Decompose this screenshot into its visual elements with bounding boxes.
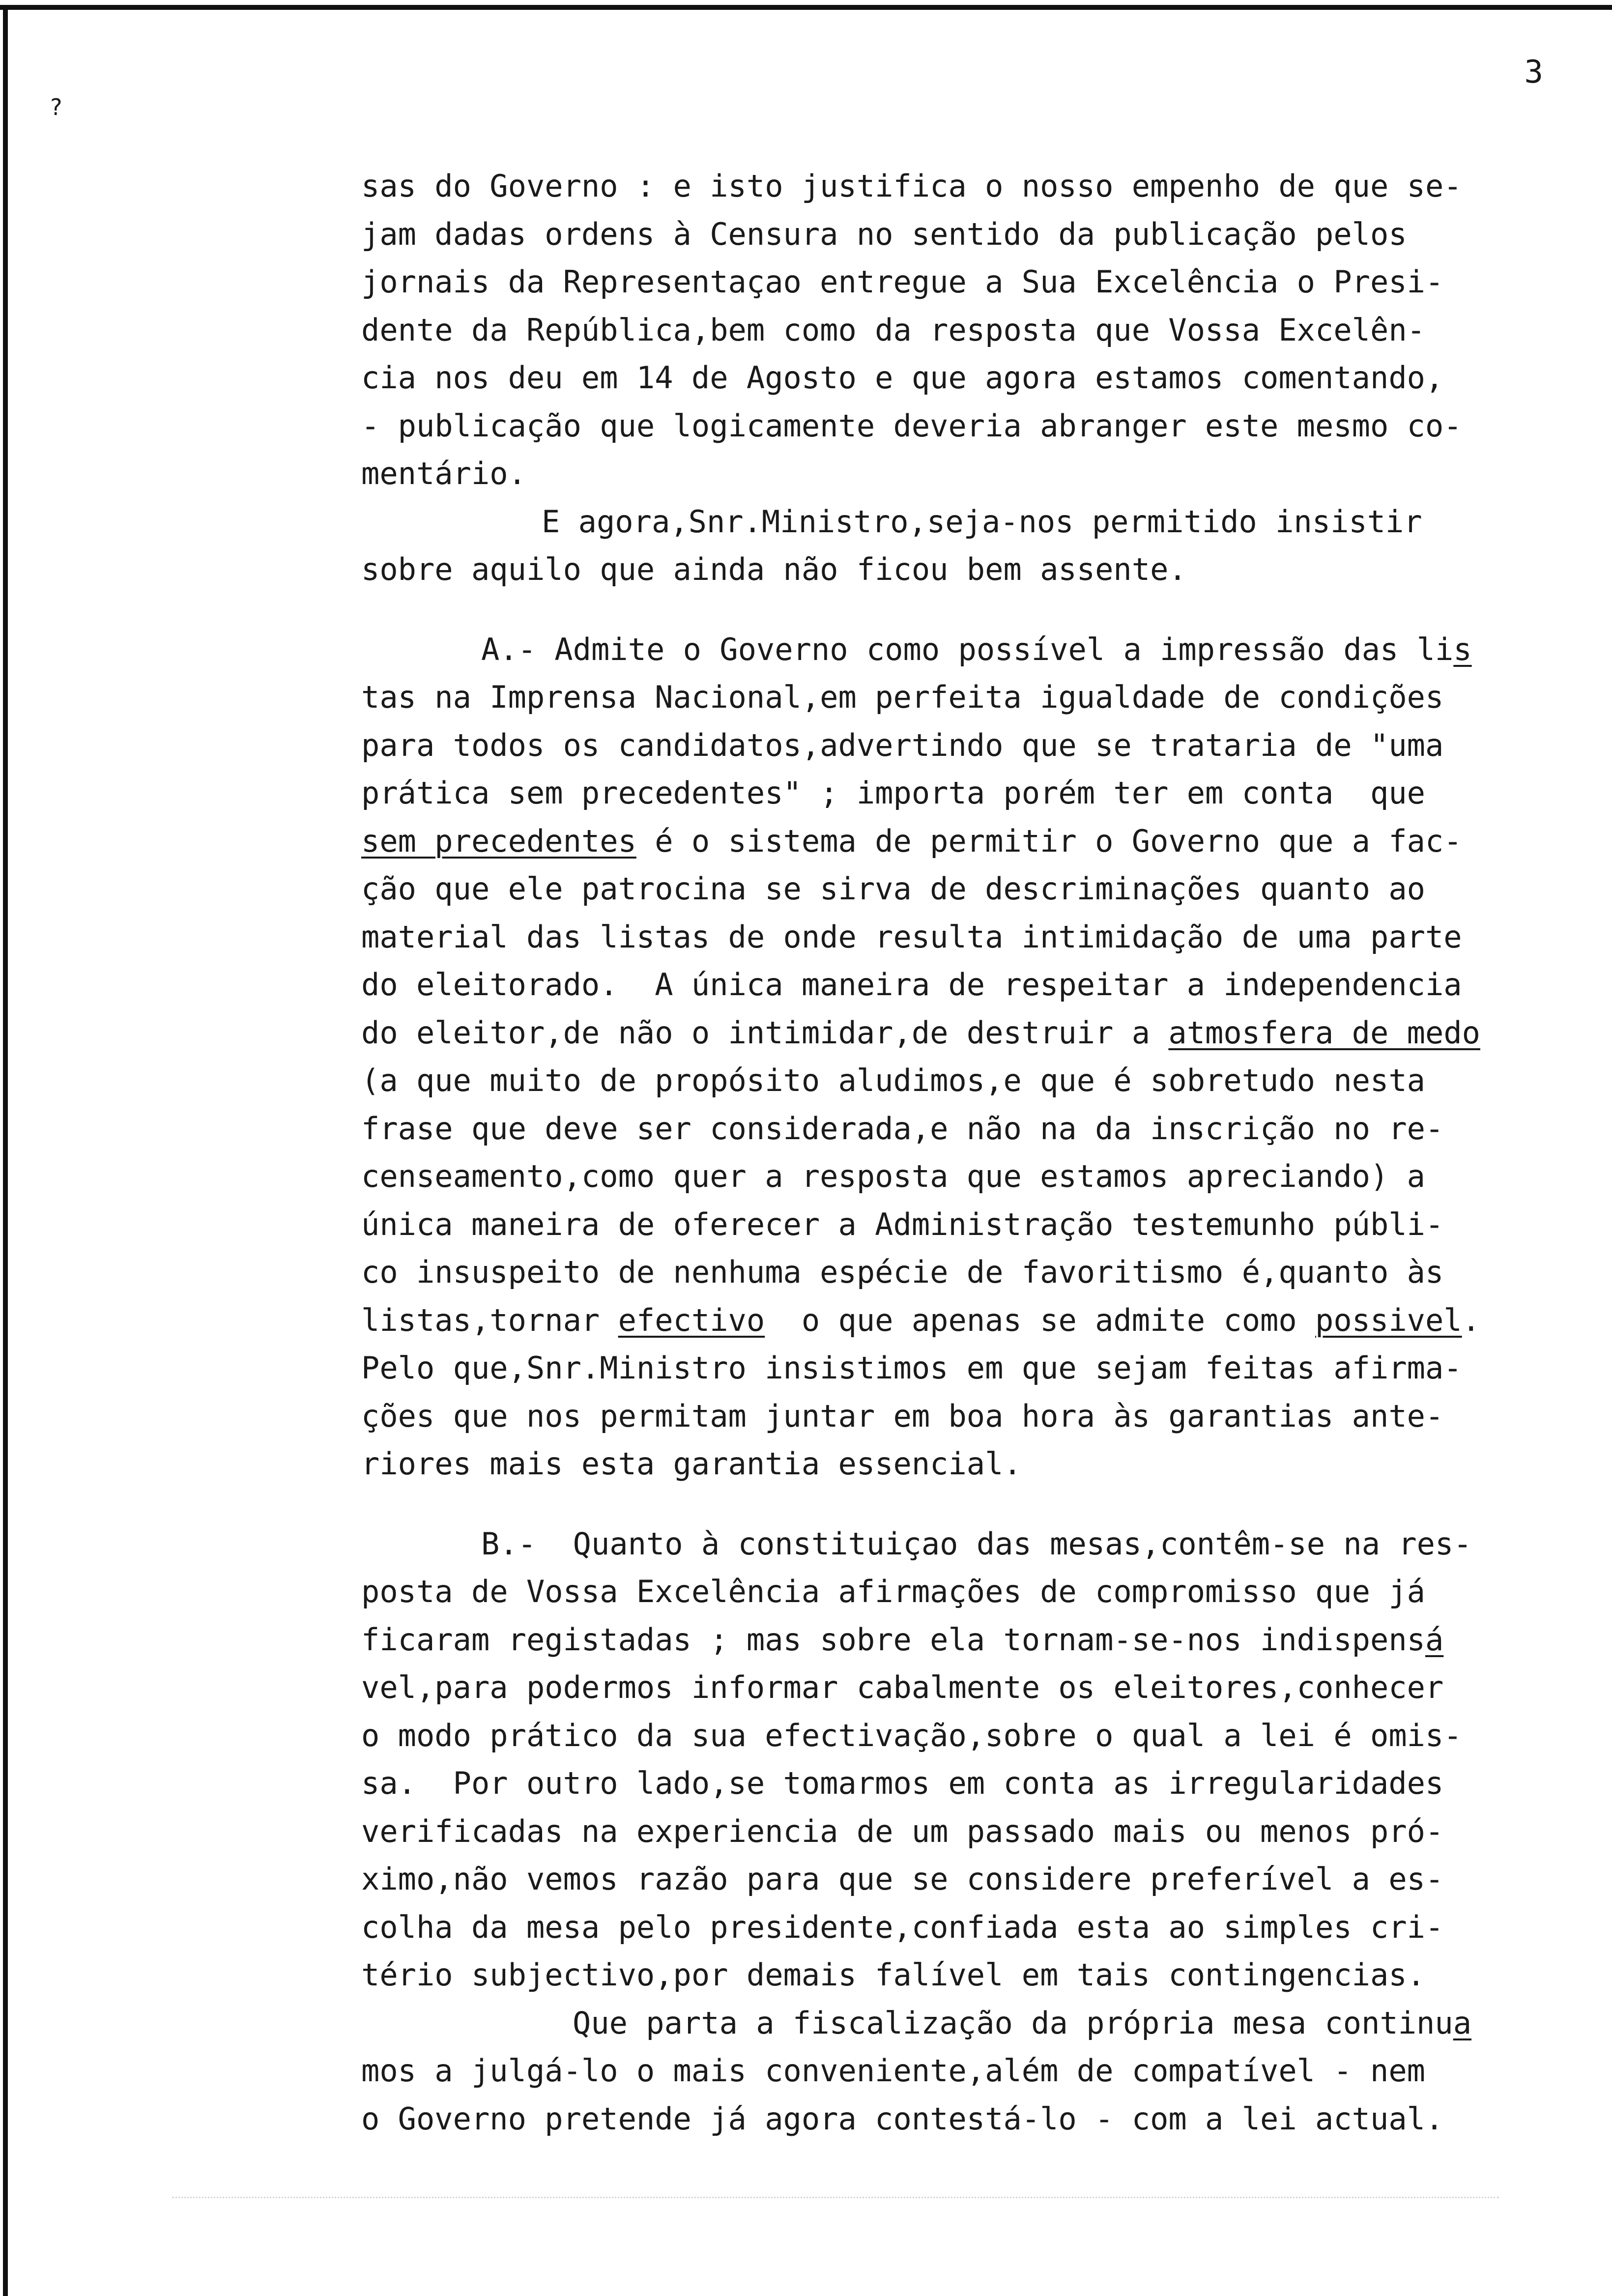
paragraph-2	[361, 498, 1570, 594]
text-run: listas,tornar	[361, 1302, 618, 1338]
text-line: mos a julgá-lo o mais conveniente,além de compatível - nem	[361, 2053, 1425, 2089]
margin-mark: ?	[49, 94, 63, 120]
text-line: B.- Quanto à constituiçao das mesas,contêm-se na res-	[481, 1525, 1472, 1562]
text-line: sobre aquilo que ainda não ficou bem assente.	[361, 551, 1187, 587]
underlined-text: a	[1453, 2005, 1472, 2041]
underlined-text: efectivo	[618, 1302, 765, 1338]
text-line: ção que ele patrocina se sirva de descriminações quanto ao	[361, 871, 1425, 907]
text-line: jornais da Representaçao entregue a Sua Excelência o Presi-	[361, 264, 1444, 300]
text-run: do eleitor,de não o intimidar,de destruir a	[361, 1014, 1169, 1051]
text-line: o modo prático da sua efectivação,sobre o qual a lei é omis-	[361, 1717, 1462, 1753]
paragraph-5	[361, 1999, 1570, 2143]
paragraph-1	[361, 162, 1570, 498]
text-line: - publicação que logicamente deveria abranger este mesmo co-	[361, 407, 1462, 444]
text-run: o que apenas se admite como	[765, 1302, 1316, 1338]
text-line: jam dadas ordens à Censura no sentido da publicação pelos	[361, 216, 1407, 252]
text-line	[361, 1009, 1570, 1057]
underlined-text: atmosfera de medo	[1168, 1014, 1480, 1051]
underlined-text: s	[1453, 631, 1472, 667]
text-line	[361, 1616, 1570, 1664]
text-line: Pelo que,Snr.Ministro insistimos em que sejam feitas afirma-	[361, 1350, 1462, 1386]
text-line	[361, 817, 1570, 865]
scan-border-left	[3, 5, 8, 2296]
text-line: posta de Vossa Excelência afirmações de compromisso que já	[361, 1574, 1425, 1609]
text-line: riores mais esta garantia essencial.	[361, 1446, 1022, 1482]
text-line: censeamento,como quer a resposta que estamos apreciando) a	[361, 1158, 1425, 1194]
text-run: A.- Admite o Governo como possível a impressão das li	[481, 631, 1454, 667]
text-line: do eleitorado. A única maneira de respeitar a independencia	[361, 967, 1462, 1003]
text-line: material das listas de onde resulta intimidação de uma parte	[361, 918, 1462, 955]
scan-border-top	[0, 5, 1612, 10]
text-run: Que parta a fiscalização da própria mesa continu	[573, 2005, 1453, 2041]
underlined-text: sem precedentes	[361, 823, 636, 859]
text-line	[361, 1999, 1570, 2047]
text-line: para todos os candidatos,advertindo que se trataria de "uma	[361, 727, 1444, 763]
text-line: (a que muito de propósito aludimos,e que é sobretudo nesta	[361, 1062, 1425, 1098]
text-line: verificadas na experiencia de um passado mais ou menos pró-	[361, 1813, 1444, 1849]
scan-artifact-dots	[172, 2197, 1499, 2200]
text-run: ficaram registadas ; mas sobre ela tornam-se-nos indispens	[361, 1621, 1425, 1658]
text-line: prática sem precedentes" ; importa porém ter em conta que	[361, 775, 1425, 811]
text-line: colha da mesa pelo presidente,confiada esta ao simples cri-	[361, 1909, 1444, 1945]
underlined-text: á	[1425, 1621, 1444, 1658]
text-line: frase que deve ser considerada,e não na da inscrição no re-	[361, 1110, 1444, 1147]
text-line: o Governo pretende já agora contestá-lo - com a lei actual.	[361, 2100, 1444, 2137]
text-line: vel,para podermos informar cabalmente os eleitores,conhecer	[361, 1669, 1444, 1705]
text-line: ções que nos permitam juntar em boa hora às garantias ante-	[361, 1398, 1444, 1434]
text-line: sa. Por outro lado,se tomarmos em conta as irregularidades	[361, 1765, 1444, 1801]
text-line: mentário.	[361, 456, 526, 491]
text-line: única maneira de oferecer a Administração testemunho públi-	[361, 1206, 1444, 1242]
text-line: E agora,Snr.Ministro,seja-nos permitido insistir	[542, 503, 1422, 540]
text-run: é o sistema de permitir o Governo que a fac-	[636, 823, 1462, 859]
text-line: co insuspeito de nenhuma espécie de favoritismo é,quanto às	[361, 1254, 1444, 1290]
text-line: tério subjectivo,por demais falível em tais contingencias.	[361, 1957, 1425, 1993]
text-line	[361, 1296, 1570, 1345]
underlined-text: possivel	[1315, 1302, 1462, 1338]
paragraph-b	[361, 1520, 1570, 1999]
text-line: ximo,não vemos razão para que se considere preferível a es-	[361, 1861, 1444, 1897]
text-line: tas na Imprensa Nacional,em perfeita igualdade de condições	[361, 679, 1444, 715]
text-line: dente da República,bem como da resposta que Vossa Excelên-	[361, 312, 1425, 348]
page-number: 3	[1524, 54, 1543, 90]
text-run: .	[1462, 1302, 1480, 1338]
text-line: cia nos deu em 14 de Agosto e que agora estamos comentando,	[361, 360, 1444, 396]
text-line: sas do Governo : e isto justifica o nosso empenho de que se-	[361, 168, 1462, 204]
letter-body	[361, 162, 1570, 2143]
text-line	[361, 626, 1570, 674]
paragraph-a	[361, 626, 1570, 1488]
